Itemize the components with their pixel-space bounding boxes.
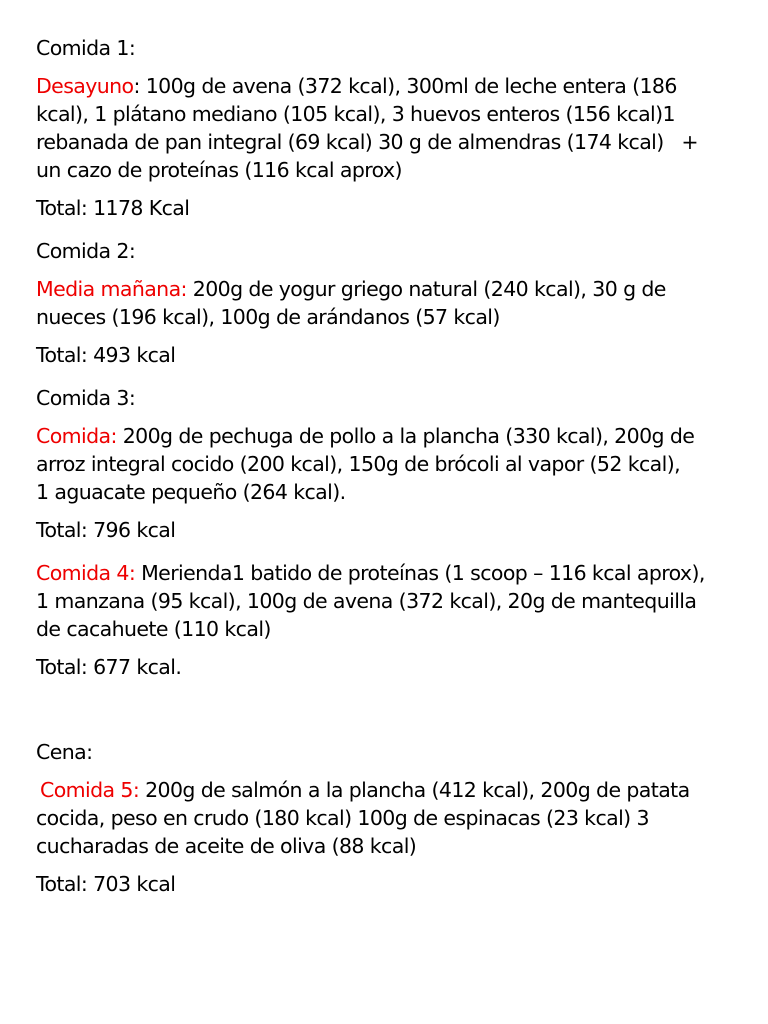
- meal-text-line: de cacahuete (110 kcal): [36, 617, 271, 641]
- meal-description: [36, 422, 736, 506]
- meal-text-line: : 100g de avena (372 kcal), 300ml de leche entera (186: [133, 74, 677, 98]
- meal-text-line: 200g de salmón a la plancha (412 kcal), 200g de patata: [139, 778, 690, 802]
- meal-description: [36, 72, 736, 184]
- meal-heading: Comida 1:: [36, 36, 136, 60]
- meal-text-line: 200g de yogur griego natural (240 kcal), 30 g de: [186, 277, 666, 301]
- meal-text-line: cocida, peso en crudo (180 kcal) 100g de espinacas (23 kcal) 3: [36, 806, 649, 830]
- meal-heading: Comida 3:: [36, 386, 136, 410]
- meal-section-4: [36, 559, 736, 681]
- meal-text-line: 1 manzana (95 kcal), 100g de avena (372 kcal), 20g de mantequilla: [36, 589, 697, 613]
- meal-description: [36, 776, 736, 860]
- meal-text-line: nueces (196 kcal), 100g de arándanos (57 kcal): [36, 305, 500, 329]
- meal-description: [36, 275, 736, 331]
- meal-plan-document: [36, 34, 736, 913]
- meal-text-line: arroz integral cocido (200 kcal), 150g de brócoli al vapor (52 kcal),: [36, 452, 681, 476]
- meal-section-5: [36, 738, 736, 898]
- meal-label: Comida 5:: [40, 778, 140, 802]
- meal-total: Total: 677 kcal.: [36, 655, 182, 679]
- meal-text-line: 200g de pechuga de pollo a la plancha (330 kcal), 200g de: [116, 424, 695, 448]
- meal-total: Total: 703 kcal: [36, 872, 176, 896]
- meal-text-line: kcal), 1 plátano mediano (105 kcal), 3 huevos enteros (156 kcal)1: [36, 102, 675, 126]
- meal-section-3: [36, 384, 736, 544]
- meal-section-2: [36, 237, 736, 369]
- meal-label: Desayuno: [36, 74, 134, 98]
- meal-heading: Comida 2:: [36, 239, 136, 263]
- meal-label: Comida:: [36, 424, 117, 448]
- meal-label: Comida 4:: [36, 561, 136, 585]
- meal-section-1: [36, 34, 736, 222]
- meal-text-line: un cazo de proteínas (116 kcal aprox): [36, 158, 402, 182]
- meal-text-line: 1 aguacate pequeño (264 kcal).: [36, 480, 346, 504]
- meal-total: Total: 1178 Kcal: [36, 196, 190, 220]
- meal-text-line: Merienda1 batido de proteínas (1 scoop – 116 kcal aprox),: [135, 561, 705, 585]
- meal-heading: Cena:: [36, 740, 93, 764]
- meal-label: Media mañana:: [36, 277, 187, 301]
- spacer: [36, 696, 736, 738]
- meal-total: Total: 796 kcal: [36, 518, 176, 542]
- meal-text-line: cucharadas de aceite de oliva (88 kcal): [36, 834, 417, 858]
- meal-text-line: rebanada de pan integral (69 kcal) 30 g de almendras (174 kcal) +: [36, 130, 698, 154]
- meal-description: [36, 559, 736, 643]
- meal-total: Total: 493 kcal: [36, 343, 176, 367]
